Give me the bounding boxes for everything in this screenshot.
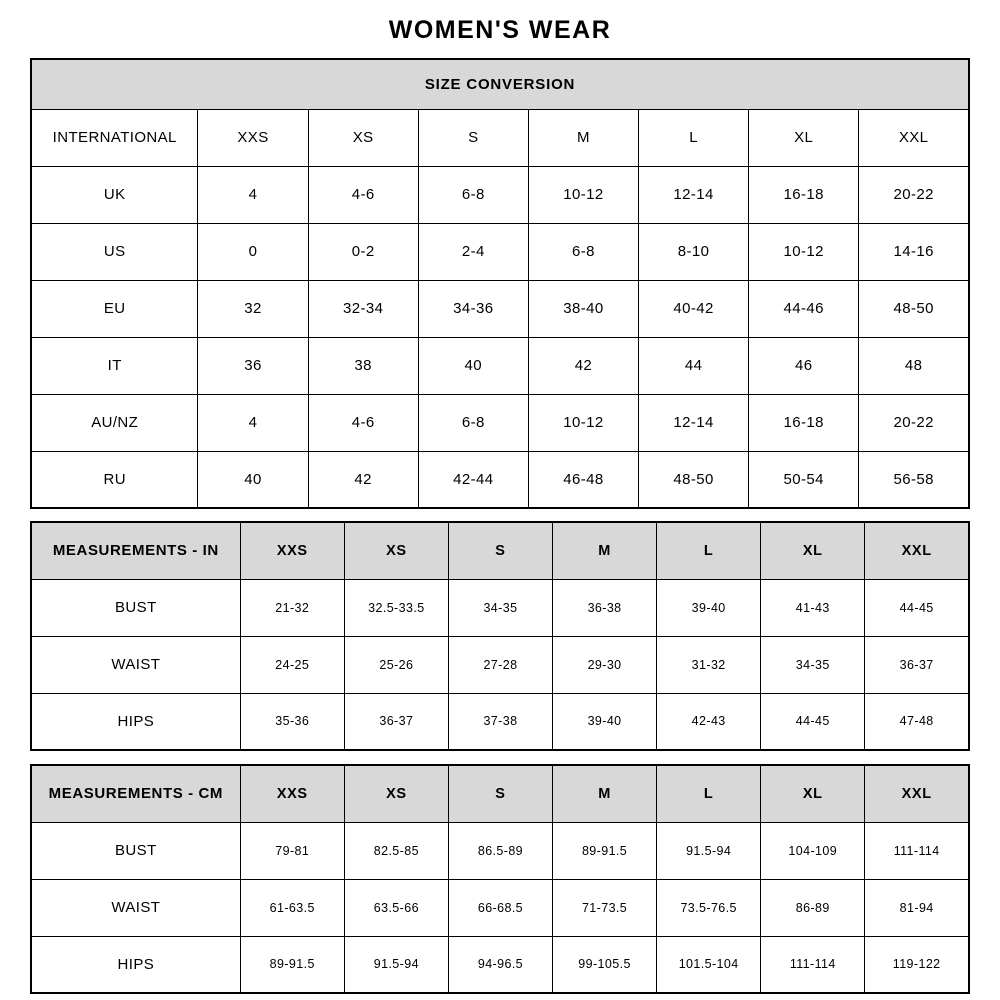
table-cell: 4-6: [308, 394, 418, 451]
table-cell: 119-122: [865, 936, 969, 993]
table-cell: 20-22: [859, 394, 969, 451]
table-cell: 16-18: [749, 394, 859, 451]
table-cell: 32-34: [308, 280, 418, 337]
size-column-header: XS: [344, 522, 448, 579]
table-row: [31, 822, 969, 879]
table-cell: 21-32: [240, 579, 344, 636]
table-row: [31, 223, 969, 280]
table-row: [31, 636, 969, 693]
size-column-header: L: [639, 109, 749, 166]
table-cell: 12-14: [639, 166, 749, 223]
table-cell: 6-8: [418, 394, 528, 451]
table-cell: 6-8: [418, 166, 528, 223]
size-column-header: M: [553, 765, 657, 822]
table-cell: 12-14: [639, 394, 749, 451]
table-cell: 38: [308, 337, 418, 394]
table-cell: 39-40: [553, 693, 657, 750]
table-cell: 86.5-89: [448, 822, 552, 879]
table-cell: 40-42: [639, 280, 749, 337]
table-cell: 10-12: [749, 223, 859, 280]
table-cell: 73.5-76.5: [657, 879, 761, 936]
row-label-header: MEASUREMENTS - CM: [31, 765, 240, 822]
table-cell: 20-22: [859, 166, 969, 223]
size-column-header: XXS: [198, 109, 308, 166]
table-cell: 8-10: [639, 223, 749, 280]
size-column-header: L: [657, 522, 761, 579]
size-column-header: XL: [749, 109, 859, 166]
table-row: [31, 579, 969, 636]
table-cell: 111-114: [761, 936, 865, 993]
table-cell: 46: [749, 337, 859, 394]
table-cell: 61-63.5: [240, 879, 344, 936]
size-header-row: [31, 765, 969, 822]
table-cell: 44-46: [749, 280, 859, 337]
table-cell: 47-48: [865, 693, 969, 750]
row-label-header: MEASUREMENTS - IN: [31, 522, 240, 579]
table-cell: 89-91.5: [240, 936, 344, 993]
table-cell: 41-43: [761, 579, 865, 636]
size-conversion-body: [31, 109, 969, 508]
table-cell: 46-48: [528, 451, 638, 508]
table-row: [31, 394, 969, 451]
table-cell: 0-2: [308, 223, 418, 280]
table-cell: 56-58: [859, 451, 969, 508]
table-cell: 71-73.5: [553, 879, 657, 936]
table-cell: 36-38: [553, 579, 657, 636]
table-cell: 101.5-104: [657, 936, 761, 993]
row-label: HIPS: [31, 936, 240, 993]
size-column-header: S: [418, 109, 528, 166]
table-cell: 44-45: [865, 579, 969, 636]
row-label-header: INTERNATIONAL: [31, 109, 198, 166]
table-cell: 63.5-66: [344, 879, 448, 936]
table-cell: 42-43: [657, 693, 761, 750]
table-cell: 111-114: [865, 822, 969, 879]
row-label: BUST: [31, 579, 240, 636]
table-row: [31, 337, 969, 394]
size-column-header: M: [553, 522, 657, 579]
table-cell: 91.5-94: [344, 936, 448, 993]
table-cell: 35-36: [240, 693, 344, 750]
table-row: [31, 936, 969, 993]
size-column-header: XXS: [240, 522, 344, 579]
table-cell: 40: [418, 337, 528, 394]
table-cell: 16-18: [749, 166, 859, 223]
table-row: [31, 451, 969, 508]
table-cell: 31-32: [657, 636, 761, 693]
table-cell: 36: [198, 337, 308, 394]
row-label: RU: [31, 451, 198, 508]
row-label: IT: [31, 337, 198, 394]
table-cell: 42-44: [418, 451, 528, 508]
row-label: BUST: [31, 822, 240, 879]
table-cell: 44-45: [761, 693, 865, 750]
table-cell: 32: [198, 280, 308, 337]
row-label: WAIST: [31, 636, 240, 693]
table-cell: 34-36: [418, 280, 528, 337]
table-cell: 81-94: [865, 879, 969, 936]
table-cell: 39-40: [657, 579, 761, 636]
table-cell: 10-12: [528, 166, 638, 223]
table-cell: 10-12: [528, 394, 638, 451]
table-cell: 48-50: [859, 280, 969, 337]
table-cell: 29-30: [553, 636, 657, 693]
table-cell: 25-26: [344, 636, 448, 693]
row-label: UK: [31, 166, 198, 223]
table-cell: 89-91.5: [553, 822, 657, 879]
size-column-header: XS: [308, 109, 418, 166]
table-cell: 91.5-94: [657, 822, 761, 879]
table-cell: 4: [198, 166, 308, 223]
table-cell: 42: [528, 337, 638, 394]
table-title-row: [31, 59, 969, 109]
table-row: [31, 280, 969, 337]
table-cell: 66-68.5: [448, 879, 552, 936]
row-label: EU: [31, 280, 198, 337]
table-cell: 99-105.5: [553, 936, 657, 993]
table-cell: 27-28: [448, 636, 552, 693]
measurements-cm-table: [30, 764, 970, 994]
size-header-row: [31, 109, 969, 166]
measurements-cm-body: [31, 765, 969, 993]
table-cell: 40: [198, 451, 308, 508]
table-cell: 48: [859, 337, 969, 394]
table-row: [31, 166, 969, 223]
table-cell: 42: [308, 451, 418, 508]
table-cell: 44: [639, 337, 749, 394]
size-column-header: L: [657, 765, 761, 822]
size-column-header: S: [448, 522, 552, 579]
size-conversion-table: [30, 58, 970, 509]
row-label: US: [31, 223, 198, 280]
size-column-header: XS: [344, 765, 448, 822]
table-row: [31, 879, 969, 936]
size-conversion-title: SIZE CONVERSION: [31, 59, 969, 109]
table-cell: 34-35: [761, 636, 865, 693]
size-column-header: XL: [761, 765, 865, 822]
table-cell: 4-6: [308, 166, 418, 223]
table-cell: 104-109: [761, 822, 865, 879]
table-cell: 34-35: [448, 579, 552, 636]
table-cell: 79-81: [240, 822, 344, 879]
table-cell: 50-54: [749, 451, 859, 508]
table-cell: 0: [198, 223, 308, 280]
table-cell: 38-40: [528, 280, 638, 337]
size-column-header: XXL: [865, 522, 969, 579]
page-title: WOMEN'S WEAR: [388, 16, 612, 44]
table-cell: 2-4: [418, 223, 528, 280]
row-label: HIPS: [31, 693, 240, 750]
table-cell: 14-16: [859, 223, 969, 280]
row-label: WAIST: [31, 879, 240, 936]
table-cell: 6-8: [528, 223, 638, 280]
measurements-in-table: [30, 521, 970, 751]
size-column-header: XXS: [240, 765, 344, 822]
size-column-header: XXL: [859, 109, 969, 166]
table-cell: 37-38: [448, 693, 552, 750]
size-column-header: XXL: [865, 765, 969, 822]
row-label: AU/NZ: [31, 394, 198, 451]
measurements-in-body: [31, 522, 969, 750]
table-cell: 86-89: [761, 879, 865, 936]
table-cell: 24-25: [240, 636, 344, 693]
table-cell: 36-37: [344, 693, 448, 750]
table-cell: 32.5-33.5: [344, 579, 448, 636]
size-column-header: S: [448, 765, 552, 822]
table-cell: 4: [198, 394, 308, 451]
table-cell: 36-37: [865, 636, 969, 693]
size-column-header: M: [528, 109, 638, 166]
table-row: [31, 693, 969, 750]
table-cell: 82.5-85: [344, 822, 448, 879]
size-header-row: [31, 522, 969, 579]
table-cell: 94-96.5: [448, 936, 552, 993]
size-column-header: XL: [761, 522, 865, 579]
table-cell: 48-50: [639, 451, 749, 508]
